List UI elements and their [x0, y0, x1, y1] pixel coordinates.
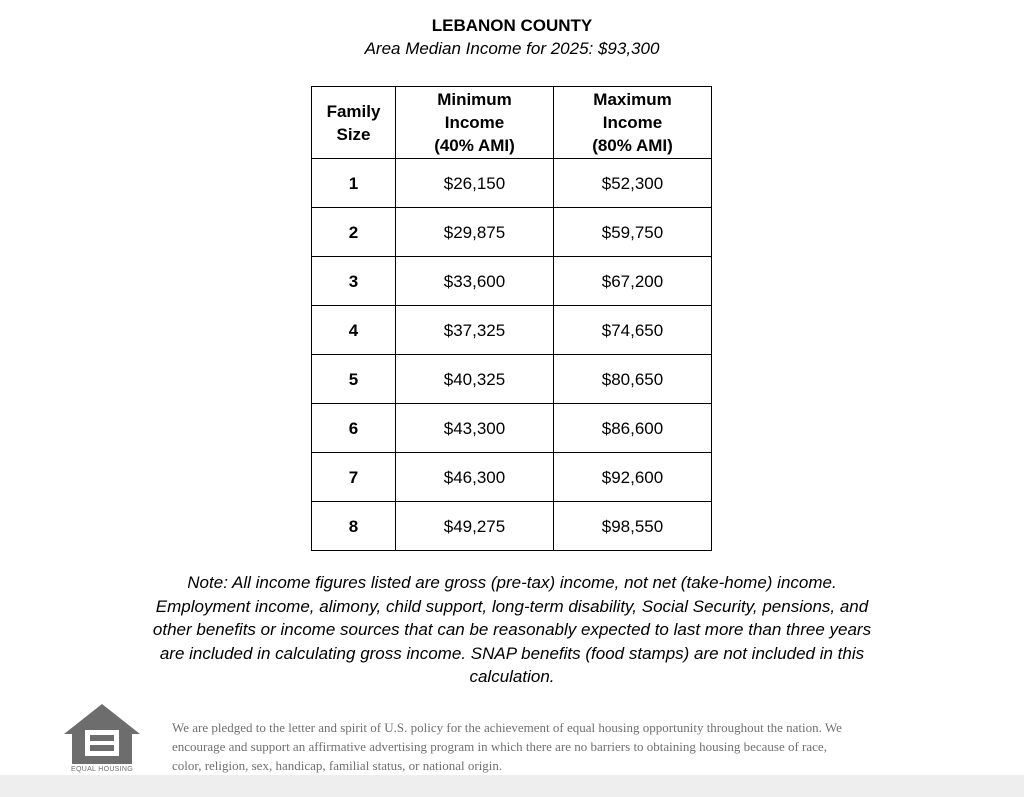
equal-housing-icon [62, 704, 142, 766]
minimum-income-cell: $43,300 [396, 404, 554, 453]
table-row [312, 502, 712, 551]
page-subtitle: Area Median Income for 2025: $93,300 [364, 39, 660, 58]
table-row [312, 355, 712, 404]
maximum-income-cell: $86,600 [554, 404, 712, 453]
header-maximum-income: Maximum Income (80% AMI) [554, 87, 712, 159]
minimum-income-cell: $33,600 [396, 257, 554, 306]
table-row [312, 404, 712, 453]
minimum-income-cell: $26,150 [396, 159, 554, 208]
page-title: LEBANON COUNTY [431, 16, 593, 35]
table-row [312, 208, 712, 257]
minimum-income-cell: $46,300 [396, 453, 554, 502]
header-minimum-income: Minimum Income (40% AMI) [396, 87, 554, 159]
maximum-income-cell: $52,300 [554, 159, 712, 208]
table-row [312, 159, 712, 208]
minimum-income-cell: $49,275 [396, 502, 554, 551]
family-size-cell: 8 [312, 502, 396, 551]
family-size-cell: 7 [312, 453, 396, 502]
table-row [312, 257, 712, 306]
minimum-income-cell: $40,325 [396, 355, 554, 404]
table-row [312, 306, 712, 355]
income-table [311, 86, 712, 551]
family-size-cell: 6 [312, 404, 396, 453]
equal-housing-logo [62, 704, 142, 776]
family-size-cell: 3 [312, 257, 396, 306]
table-row [312, 453, 712, 502]
maximum-income-cell: $98,550 [554, 502, 712, 551]
maximum-income-cell: $59,750 [554, 208, 712, 257]
minimum-income-cell: $37,325 [396, 306, 554, 355]
maximum-income-cell: $67,200 [554, 257, 712, 306]
family-size-cell: 1 [312, 159, 396, 208]
family-size-cell: 4 [312, 306, 396, 355]
family-size-cell: 5 [312, 355, 396, 404]
minimum-income-cell: $29,875 [396, 208, 554, 257]
maximum-income-cell: $92,600 [554, 453, 712, 502]
header-family-size: Family Size [312, 87, 396, 159]
table-header-row [312, 87, 712, 159]
page-bottom-strip [0, 775, 1024, 797]
maximum-income-cell: $74,650 [554, 306, 712, 355]
income-note: Note: All income figures listed are gross (pre-tax) income, not net (take-home) income. Employment income, alimony, child support, long-term disability, Social Security, pensions, and other benefits or income sources that can be reasonably expected to last more than three years are included in calculating gross income. SNAP benefits (food stamps) are not included in this calculation. [152, 573, 872, 686]
family-size-cell: 2 [312, 208, 396, 257]
maximum-income-cell: $80,650 [554, 355, 712, 404]
logo-caption: EQUAL HOUSING [71, 766, 133, 773]
equal-housing-statement: We are pledged to the letter and spirit of U.S. policy for the achievement of equal housing opportunity throughout the nation. We encourage and support an affirmative advertising program in which there are no barriers to obtaining housing because of race, color, religion, sex, handicap, familial status, or national origin. [172, 720, 842, 773]
